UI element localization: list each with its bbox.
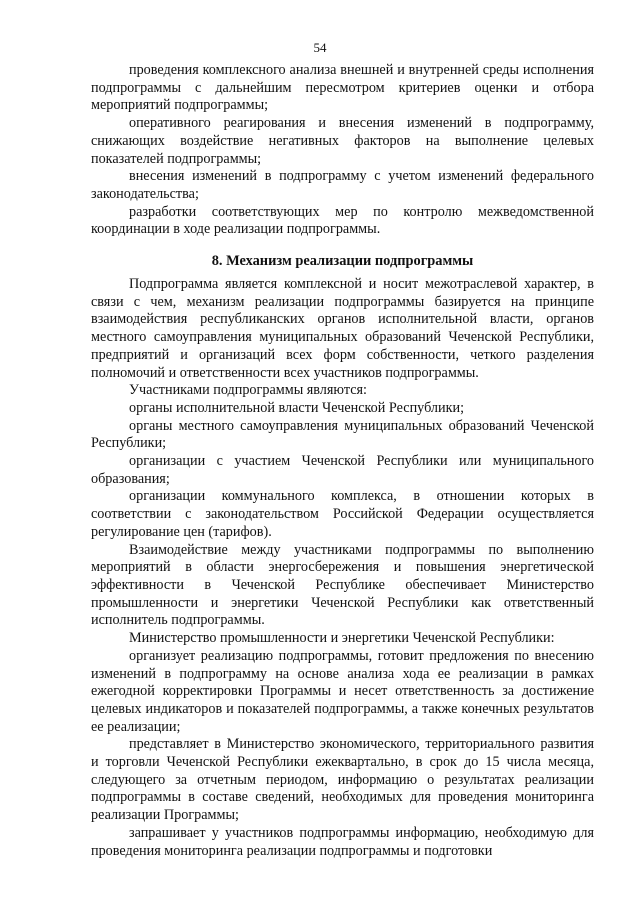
paragraph: Министерство промышленности и энергетики Чеченской Республики: [129, 630, 555, 647]
paragraph: проведения комплексного анализа внешней и внутренней среды исполнения подпрограммы с дальнейшим пересмотром критериев оценки и отбора мероприятий подпрограммы; [91, 62, 594, 114]
paragraph: Участниками подпрограммы являются: [129, 382, 367, 399]
paragraph: организует реализацию подпрограммы, готовит предложения по внесению изменений в подпрограмму на основе анализа хода ее реализации в рамках ежегодной корректировки Программы и несет ответственность за достижение целевых индикаторов и показателей подпрограммы, а также конечных результатов ее реализации; [91, 647, 594, 735]
paragraph: запрашивает у участников подпрограммы информацию, необходимую для проведения мониторинга реализации подпрограммы и подготовки [91, 824, 594, 859]
paragraph: организации с участием Чеченской Республики или муниципального образования; [91, 453, 594, 487]
paragraph: представляет в Министерство экономического, территориального развития и торговли Чеченской Республики ежеквартально, в срок до 15 числа месяца, следующего за отчетным периодом, информацию о результатах реализации подпрограммы в составе сведений, необходимых для проведения мониторинга реализации Программы; [91, 736, 594, 824]
paragraph: оперативного реагирования и внесения изменений в подпрограмму, снижающих воздействие негативных факторов на выполнение целевых показателей подпрограммы; [91, 115, 594, 167]
paragraph: органы исполнительной власти Чеченской Республики; [129, 399, 465, 416]
page-content [91, 62, 594, 860]
paragraph: органы местного самоуправления муниципальных образований Чеченской Республики; [91, 417, 594, 452]
paragraph: разработки соответствующих мер по контролю межведомственной координации в ходе реализации подпрограммы. [91, 203, 594, 238]
paragraph: внесения изменений в подпрограмму с учетом изменений федерального законодательства; [91, 168, 594, 202]
paragraph: организации коммунального комплекса, в отношении которых в соответствии с законодательством Российской Федерации осуществляется регулирование цен (тарифов). [91, 488, 594, 540]
paragraph: Взаимодействие между участниками подпрограммы по выполнению мероприятий в области энергосбережения и повышения энергетической эффективности в Чеченской Республике обеспечивает Министерство промышленности и энергетики Чеченской Республики как ответственный исполнитель подпрограммы. [91, 541, 594, 629]
section-heading: 8. Механизм реализации подпрограммы [211, 253, 474, 270]
paragraph: Подпрограмма является комплексной и носит межотраслевой характер, в связи с чем, механизм реализации подпрограммы базируется на принципе взаимодействия республиканских органов исполнительной власти, органов местного самоуправления муниципальных образований Чеченской Республики, предприятий и организаций всех форм собственности, четкого разделения полномочий и ответственности всех участников подпрограммы. [91, 276, 594, 381]
page-number: 54 [313, 40, 327, 55]
